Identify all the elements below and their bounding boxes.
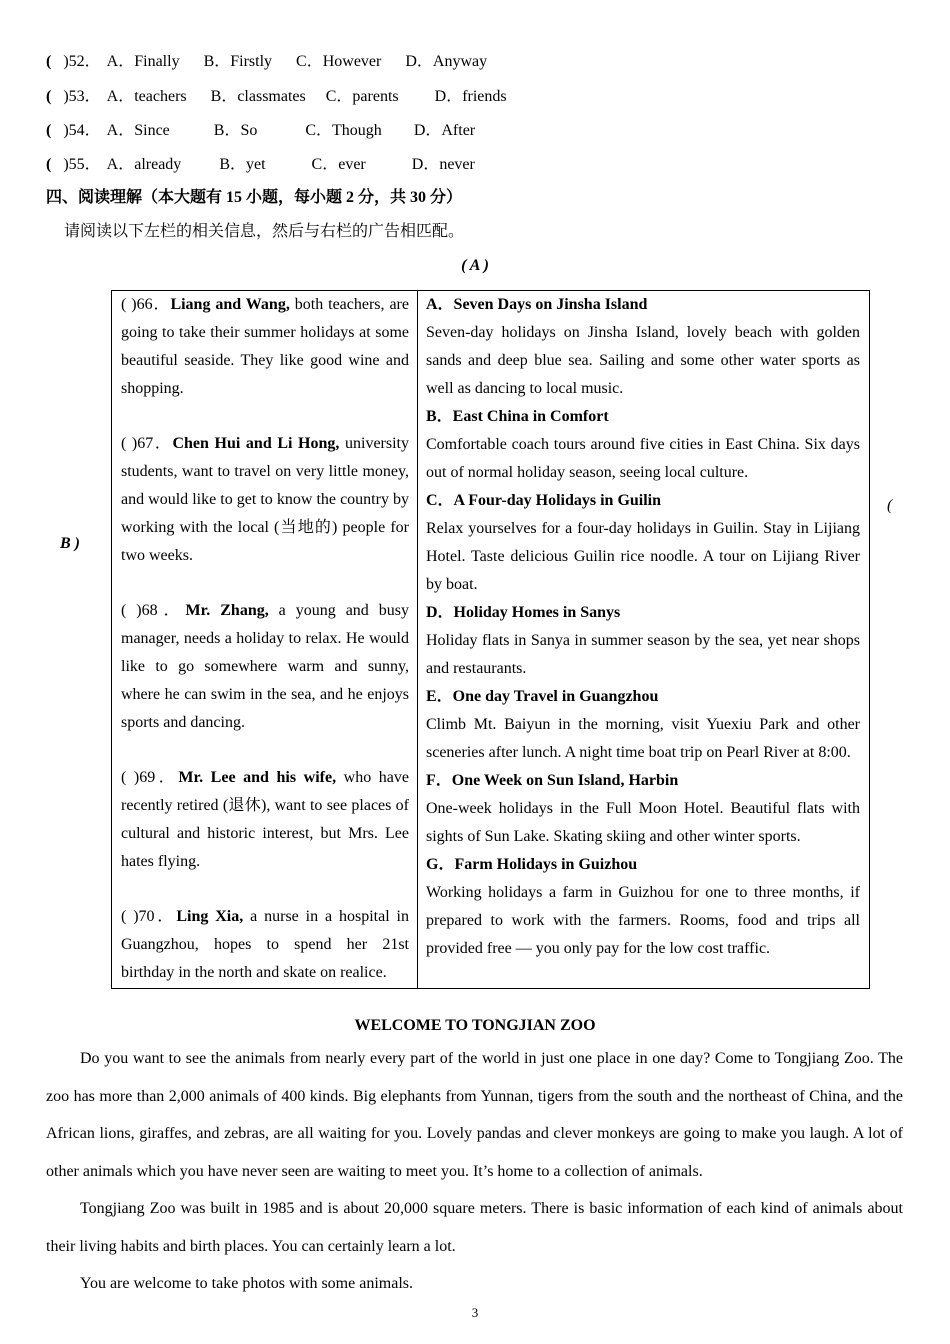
section-instruction: 请阅读以下左栏的相关信息，然后与右栏的广告相匹配。 bbox=[64, 223, 465, 240]
person-item: ( )69．Mr. Lee and his wife, who have recently retired (退休), want to see places of cultural and historic interest, but Mrs. Lee hates flying. bbox=[121, 769, 409, 870]
section-title: 四、阅读理解（本大题有 15 小题，每小题 2 分，共 30 分） bbox=[46, 189, 463, 206]
ad-title: G．Farm Holidays in Guizhou bbox=[426, 856, 638, 873]
ad-title: B．East China in Comfort bbox=[426, 408, 609, 425]
zoo-passage bbox=[46, 1040, 903, 1303]
ad-title: F．One Week on Sun Island, Harbin bbox=[426, 772, 679, 789]
ads-column bbox=[418, 291, 869, 988]
ad-body: Relax yourselves for a four-day holidays in Guilin. Stay in Lijiang Hotel. Taste delicious Guilin rice noodle. A tour on Lijiang River by boat. bbox=[426, 520, 860, 593]
zoo-paragraph: Do you want to see the animals from nearly every part of the world in just one place in one day? Come to Tongjiang Zoo. The zoo has more than 2,000 animals of 400 kinds. Big elephants from Yunnan, tigers from the south and the northeast of China, and the African lions, giraffes, and zebras, are all waiting for you. Lovely pandas and clever monkeys are going to make you laugh. A lot of other animals which you have never seen are waiting to meet you. It’s home to a collection of animals. bbox=[46, 1050, 903, 1180]
ad-body: Comfortable coach tours around five cities in East China. Six days out of normal holiday season, seeing local culture. bbox=[426, 436, 860, 481]
person-item: ( )66．Liang and Wang, both teachers, are going to take their summer holidays at some beautiful seaside. They like good wine and shopping. bbox=[121, 296, 409, 397]
ad-title: D．Holiday Homes in Sanys bbox=[426, 604, 621, 621]
question-52: ( )52． A．Finally B．Firstly C．However D．Anyway bbox=[46, 53, 488, 70]
person-item: ( )67．Chen Hui and Li Hong, university students, want to travel on very little money, and would like to get to know the country by working with the local (当地的) people for two weeks. bbox=[121, 435, 409, 564]
person-item: ( )70．Ling Xia, a nurse in a hospital in Guangzhou, hopes to spend her 21st birthday in the north and skate on realice. bbox=[121, 908, 409, 981]
people-column bbox=[112, 291, 418, 988]
ad-body: Seven-day holidays on Jinsha Island, lovely beach with golden sands and deep blue sea. Sailing and some other water sports as well as dancing to local music. bbox=[426, 324, 860, 397]
question-53: ( )53． A．teachers B．classmates C．parents D．friends bbox=[46, 88, 507, 105]
ad-title: E．One day Travel in Guangzhou bbox=[426, 688, 659, 705]
person-item: ( )68．Mr. Zhang, a young and busy manager, needs a holiday to relax. He would like to go somewhere warm and sunny, where he can swim in the sea, and he enjoys sports and dancing. bbox=[121, 602, 409, 731]
matching-table bbox=[111, 290, 870, 989]
ad-body: Climb Mt. Baiyun in the morning, visit Yuexiu Park and other sceneries after lunch. A night time boat trip on Pearl River at 8:00. bbox=[426, 716, 860, 761]
passage-a-label: ( A ) bbox=[461, 257, 489, 274]
ad-title: A．Seven Days on Jinsha Island bbox=[426, 296, 648, 313]
page-number: 3 bbox=[471, 1305, 479, 1320]
ad-body: Holiday flats in Sanya in summer season by the sea, yet near shops and restaurants. bbox=[426, 632, 860, 677]
zoo-paragraph: Tongjiang Zoo was built in 1985 and is about 20,000 square meters. There is basic information of each kind of animals about their living habits and birth places. You can certainly learn a lot. bbox=[46, 1200, 903, 1255]
zoo-paragraph: You are welcome to take photos with some animals. bbox=[80, 1275, 413, 1292]
ad-title: C．A Four-day Holidays in Guilin bbox=[426, 492, 662, 509]
passage-b-paren-fragment: ( bbox=[887, 497, 893, 514]
question-55: ( )55． A．already B．yet C．ever D．never bbox=[46, 156, 475, 173]
ad-body: One-week holidays in the Full Moon Hotel. Beautiful flats with sights of Sun Lake. Skating skiing and other winter sports. bbox=[426, 800, 860, 845]
zoo-title: WELCOME TO TONGJIAN ZOO bbox=[354, 1017, 596, 1034]
question-54: ( )54． A．Since B．So C．Though D．After bbox=[46, 122, 476, 139]
passage-b-label-fragment: B ) bbox=[60, 535, 80, 552]
ad-body: Working holidays a farm in Guizhou for one to three months, if prepared to work with the farmers. Rooms, food and trips all provided free — you only pay for the low cost traffic. bbox=[426, 884, 860, 957]
